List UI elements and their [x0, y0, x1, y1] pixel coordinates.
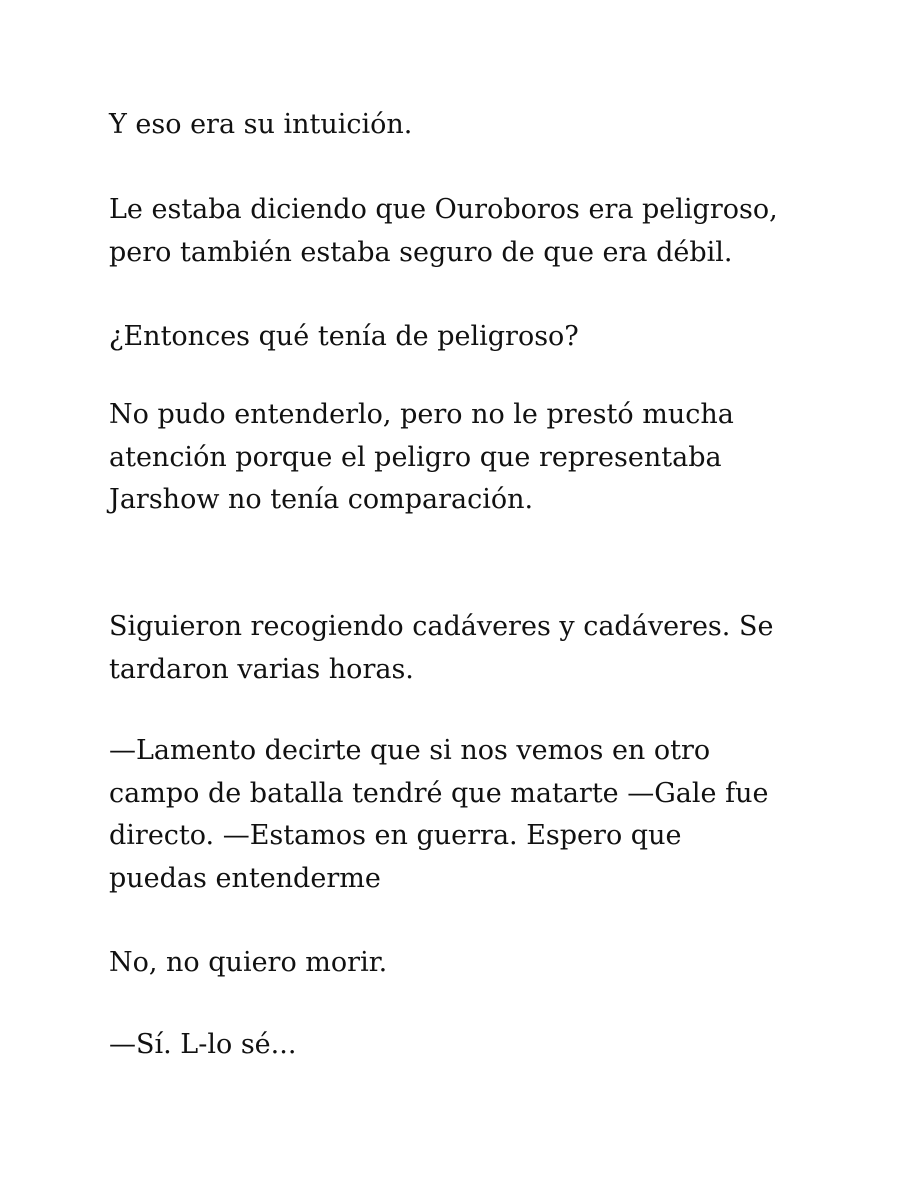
text-line: pero también estaba seguro de que era débil.	[109, 236, 733, 268]
text-line: atención porque el peligro que representaba	[109, 441, 722, 473]
text-line: campo de batalla tendré que matarte —Gale fue	[109, 777, 769, 809]
text-line: Jarshow no tenía comparación.	[109, 484, 534, 515]
text-line: tardaron varias horas.	[109, 653, 414, 685]
paragraph-question	[109, 316, 809, 359]
paragraph-ouroboros	[109, 189, 809, 274]
text-line: Y eso era su intuición.	[109, 109, 413, 140]
text-line: —Lamento decirte que si nos vemos en otro	[109, 735, 711, 766]
text-line: puedas entenderme	[109, 862, 381, 894]
paragraph-jarshow	[109, 394, 809, 522]
text-line: No pudo entenderlo, pero no le prestó mucha	[109, 399, 734, 430]
text-line: directo. —Estamos en guerra. Espero que	[109, 820, 682, 851]
paragraph-gale-dialogue	[109, 730, 809, 900]
paragraph-lo-se	[109, 1024, 809, 1067]
text-line: Siguieron recogiendo cadáveres y cadáveres. Se	[109, 611, 774, 642]
text-line: No, no quiero morir.	[109, 947, 388, 978]
text-line: ¿Entonces qué tenía de peligroso?	[109, 321, 579, 352]
paragraph-cadaveres	[109, 606, 809, 691]
text-line: Le estaba diciendo que Ouroboros era peligroso,	[109, 194, 778, 225]
paragraph-no-morir	[109, 942, 809, 985]
paragraph-intuicion	[109, 104, 809, 147]
text-line: —Sí. L-lo sé...	[109, 1029, 297, 1060]
